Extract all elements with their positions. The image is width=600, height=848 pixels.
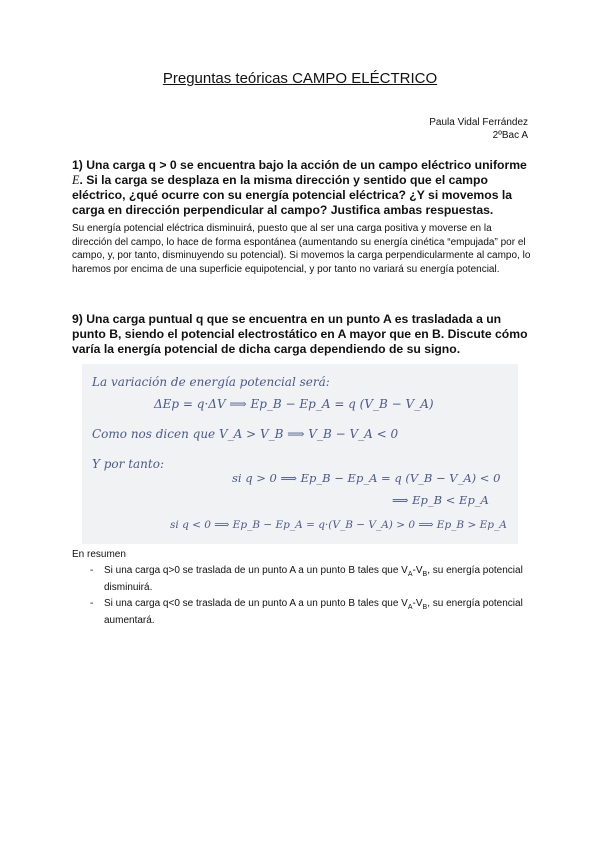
summary-bullet-2 — [72, 597, 532, 628]
sub-a: A — [407, 603, 413, 611]
author-block — [429, 116, 528, 142]
author-name: Paula Vidal Ferrández — [429, 117, 528, 128]
handwriting-line-3: Como nos dicen que V_A > V_B ⟹ V_B − V_A < 0 — [92, 427, 399, 441]
question-1-heading-part-b: . Si la carga se desplaza en la misma dirección y sentido que el campo eléctrico, ¿qué ocurre con su energía potencial eléctrica? ¿Y si movemos la carga en dirección perpendicular al campo? Justifica ambas respuestas. — [72, 173, 513, 217]
sub-b: B — [422, 570, 428, 578]
bullet-dash: - — [90, 597, 94, 609]
summary-bullet-1 — [72, 564, 532, 595]
handwriting-line-1: La variación de energía potencial será: — [92, 375, 330, 389]
sub-a: A — [407, 570, 413, 578]
handwriting-line-4: Y por tanto: — [92, 457, 164, 471]
question-9-heading: 9) Una carga puntual q que se encuentra en un punto A es trasladada a un punto B, siendo el potencial electrostático en A mayor que en B. Discute cómo varía la energía potencial de dicha carga dependiendo de su signo. — [72, 312, 528, 356]
handwriting-line-6: ⟹ Ep_B < Ep_A — [392, 493, 489, 507]
bullet-dash: - — [90, 564, 94, 576]
handwriting-line-5: si q > 0 ⟹ Ep_B − Ep_A = q (V_B − V_A) < 0 — [232, 471, 501, 485]
question-1-heading — [72, 158, 532, 218]
handwriting-svg — [82, 364, 518, 544]
bullet-text-b: , su energía potencial aumentará. — [104, 597, 523, 627]
question-1-answer: Su energía potencial eléctrica disminuirá, puesto que al ser una carga positiva y moverse en la dirección del campo, lo hace de forma espontánea (aumentando su energía cinética “empujada” por el campo, y, por tanto, disminuyendo su potencial). Si movemos la carga perpendicularmente al campo, lo haremos por encima de una superficie equipotencial, y por tanto no variará su energía potencial. — [72, 223, 531, 275]
bullet-text-m: -V — [412, 564, 423, 576]
bullet-text-b: , su energía potencial disminuirá. — [104, 564, 523, 594]
author-course: 2ºBac A — [492, 130, 528, 141]
summary — [72, 548, 532, 628]
bullet-text-m: -V — [412, 597, 423, 609]
bullet-text-a: Si una carga q>0 se traslada de un punto A a un punto B tales que V — [104, 564, 408, 576]
handwritten-answer-photo — [82, 364, 518, 544]
page-title: Preguntas teóricas CAMPO ELÉCTRICO — [162, 70, 438, 87]
summary-intro: En resumen — [72, 549, 126, 560]
handwriting-line-2: ΔEp = q·ΔV ⟹ Ep_B − Ep_A = q (V_B − V_A) — [154, 397, 434, 411]
question-1-heading-part-a: 1) Una carga q > 0 se encuentra bajo la acción de un campo eléctrico uniforme — [72, 158, 527, 172]
bullet-text-a: Si una carga q<0 se traslada de un punto A a un punto B tales que V — [104, 597, 408, 609]
sub-b: B — [422, 603, 428, 611]
handwriting-line-7: si q < 0 ⟹ Ep_B − Ep_A = q·(V_B − V_A) > 0 ⟹ Ep_B > Ep_A — [170, 519, 507, 531]
field-symbol: E — [72, 173, 80, 187]
